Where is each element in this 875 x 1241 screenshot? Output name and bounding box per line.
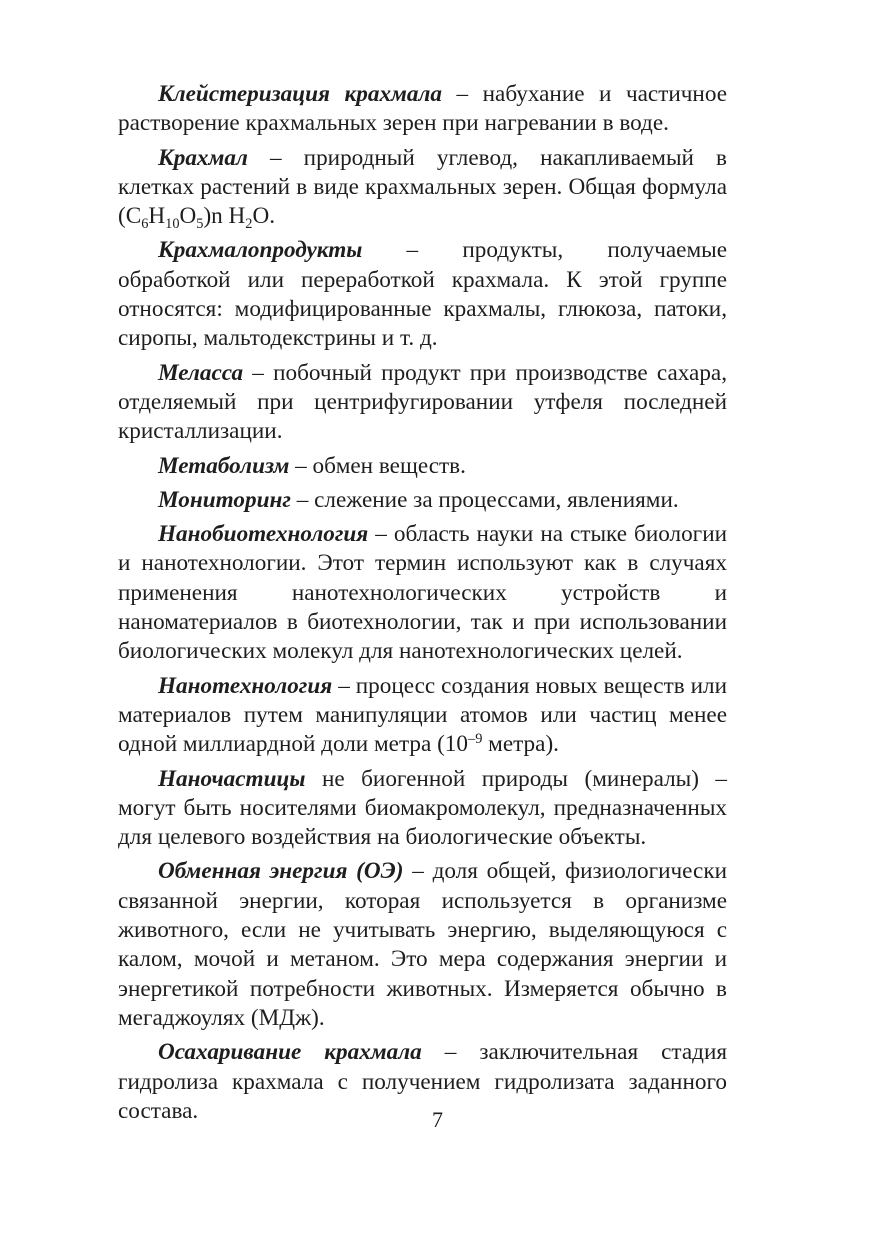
glossary-definition-tail: метра). xyxy=(488,731,559,758)
glossary-page-body xyxy=(118,80,727,1131)
glossary-definition: не биогенной природы (минералы) – могут быть носителями биомакромолекул, предназначенных для целевого воздействия на биологические объекты. xyxy=(118,765,728,851)
glossary-definition: – набухание и частичное растворение крахмальных зерен при нагревании в воде. xyxy=(118,81,727,137)
formula-subscript: 10 xyxy=(165,215,180,232)
glossary-term: Наночастицы xyxy=(158,765,306,792)
glossary-term: Крахмалопродукты xyxy=(158,237,363,264)
glossary-definition: – продукты, получаемые обработкой или переработкой крахмала. К этой группе относятся: модифицированные крахмалы, глюкоза, патоки, сиропы, мальтодекстрины и т. д. xyxy=(118,237,727,352)
glossary-entry-kleysterizatsiya xyxy=(118,80,727,139)
glossary-term: Метаболизм xyxy=(158,452,290,479)
glossary-definition: – доля общей, физиологически связанной энергии, которая используется в организме животного, если не учитывать энергию, выделяющуюся с калом, мочой и метаном. Это мера содержания энергии и энергетикой потребности животных. Измеряется обычно в мегаджоулях (МДж). xyxy=(118,858,727,1031)
glossary-term: Клейстеризация крахмала xyxy=(158,81,443,107)
glossary-entry-nanotekhnologiya xyxy=(118,672,727,760)
glossary-term: Нанобиотехнология xyxy=(158,521,369,548)
glossary-entry-melassa xyxy=(118,359,727,447)
formula-part: H xyxy=(148,203,166,230)
glossary-term: Мониторинг xyxy=(158,486,291,513)
formula-part: O. xyxy=(252,203,276,230)
glossary-entry-krakhmal xyxy=(118,144,727,232)
glossary-term: Обменная энергия (ОЭ) xyxy=(158,858,404,885)
page-number: 7 xyxy=(432,1107,443,1132)
glossary-term: Нанотехнология xyxy=(158,672,333,699)
glossary-definition: – процесс создания новых веществ или материалов путем манипуляции атомов или частиц менее одной миллиардной доли метра (10 xyxy=(118,672,728,758)
formula-subscript: 2 xyxy=(245,215,253,232)
glossary-entry-nanobiotekhnologiya xyxy=(118,520,727,666)
glossary-definition: – область науки на стыке биологии и нанотехнологии. Этот термин используют как в случаях применения нанотехнологических устройств и наноматериалов в биотехнологии, так и при использовании биологических молекул для нанотехнологических целей. xyxy=(118,521,728,665)
glossary-entry-nanochastitsy xyxy=(118,765,727,853)
glossary-term: Осахаривание крахмала xyxy=(158,1039,422,1066)
glossary-entry-metabolizm xyxy=(118,452,727,481)
glossary-definition: – обмен веществ. xyxy=(295,452,466,479)
glossary-entry-krakhmaloprodukty xyxy=(118,236,727,353)
glossary-term: Крахмал xyxy=(158,144,248,171)
exponent: –9 xyxy=(468,731,483,748)
formula-part: O xyxy=(179,203,197,230)
formula-subscript: 6 xyxy=(141,215,149,232)
glossary-term: Меласса xyxy=(158,359,244,386)
glossary-definition: – побочный продукт при производстве сахара, отделяемый при центрифугировании утфеля последней кристаллизации. xyxy=(118,359,727,445)
glossary-entry-obmennaya-energiya xyxy=(118,857,727,1033)
glossary-entry-monitoring xyxy=(118,486,727,515)
glossary-definition: – природный углевод, накапливаемый в клетках растений в виде крахмальных зерен. Общая формула (C xyxy=(118,144,727,230)
glossary-definition: – заключительная стадия гидролиза крахмала с получением гидролизата заданного состава. xyxy=(118,1039,728,1124)
glossary-definition: – слежение за процессами, явлениями. xyxy=(296,486,679,513)
formula-subscript: 5 xyxy=(196,215,204,232)
formula-part: )n H xyxy=(203,203,246,230)
